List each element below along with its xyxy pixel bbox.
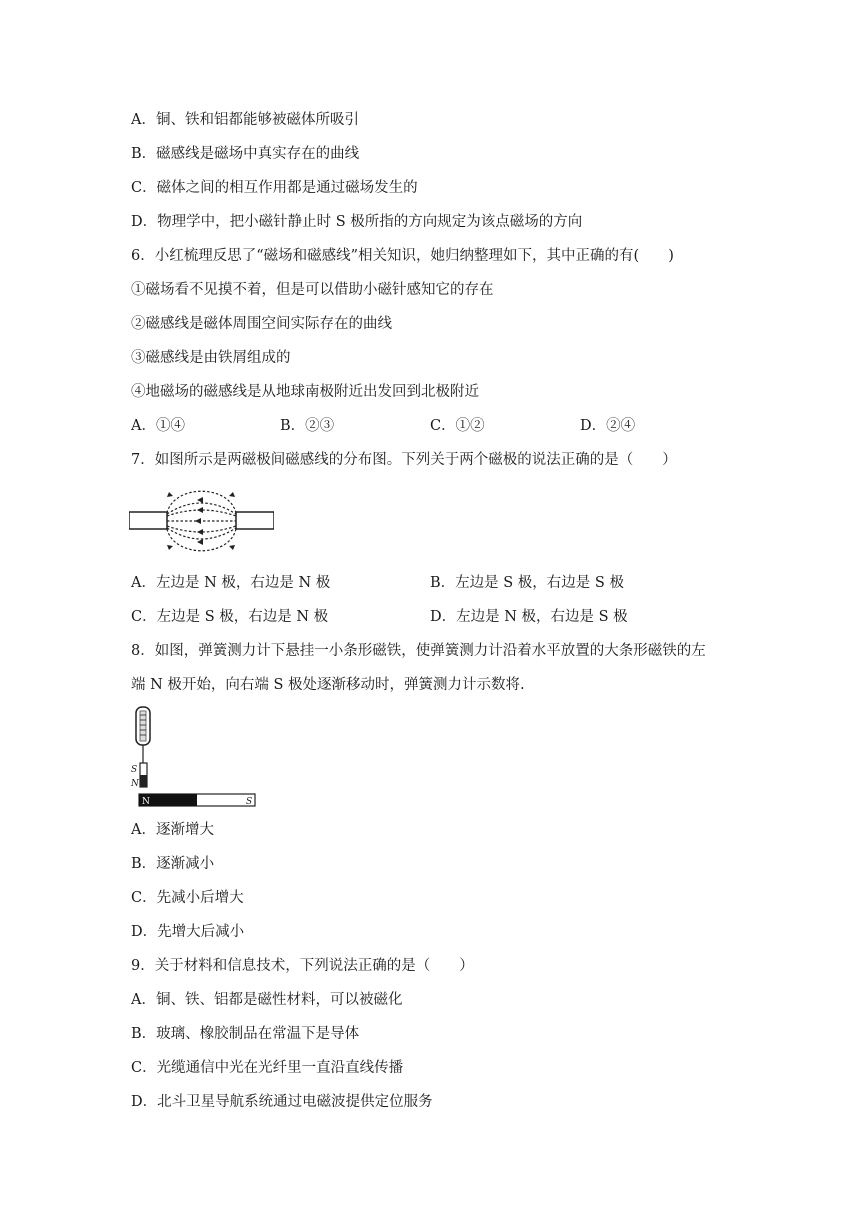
magnetic-field-lines-figure [129,478,274,562]
q6-option-c: C．①② [430,418,485,434]
q6-item-1: ①磁场看不见摸不着，但是可以借助小磁针感知它的存在 [131,282,494,298]
q6-item-4: ④地磁场的磁感线是从地球南极附近出发回到北极附近 [131,384,479,400]
spring-scale-magnet-figure [129,705,259,811]
q6-item-3: ③磁感线是由铁屑组成的 [131,350,291,366]
small-magnet-n-label: N [131,779,139,789]
q5-option-b: B．磁感线是磁场中真实存在的曲线 [131,146,360,162]
q6-stem: 6．小红梳理反思了“磁场和磁感线”相关知识，她归纳整理如下，其中正确的有( ) [131,248,674,264]
q7-option-c: C．左边是 S 极，右边是 N 极 [131,609,329,625]
big-magnet-s-label: S [246,797,253,807]
q5-option-d: D．物理学中，把小磁针静止时 S 极所指的方向规定为该点磁场的方向 [131,214,583,230]
q8-stem-line-2: 端 N 极开始，向右端 S 极处逐渐移动时，弹簧测力计示数将. [131,677,525,693]
q6-option-b: B．②③ [280,418,335,434]
q8-option-d: D．先增大后减小 [131,924,245,940]
q8-stem-line-1: 8．如图，弹簧测力计下悬挂一小条形磁铁，使弹簧测力计沿着水平放置的大条形磁铁的左 [131,643,706,659]
q5-option-c: C．磁体之间的相互作用都是通过磁场发生的 [131,180,418,196]
small-magnet-s-label: S [131,765,138,775]
q6-option-a: A．①④ [131,418,185,434]
q9-option-d: D．北斗卫星导航系统通过电磁波提供定位服务 [131,1094,433,1110]
q5-option-a: A．铜、铁和铝都能够被磁体所吸引 [131,112,359,128]
q9-option-b: B．玻璃、橡胶制品在常温下是导体 [131,1026,360,1042]
q7-option-a: A．左边是 N 极，右边是 N 极 [131,575,331,591]
q8-option-b: B．逐渐减小 [131,856,215,872]
big-magnet-n-label: N [142,797,150,807]
q9-option-c: C．光缆通信中光在光纤里一直沿直线传播 [131,1060,404,1076]
q9-option-a: A．铜、铁、铝都是磁性材料，可以被磁化 [131,992,403,1008]
q6-option-d: D．②④ [580,418,636,434]
q6-item-2: ②磁感线是磁体周围空间实际存在的曲线 [131,316,392,332]
q7-option-b: B．左边是 S 极，右边是 S 极 [430,575,624,591]
q8-option-a: A．逐渐增大 [131,822,214,838]
q9-stem: 9．关于材料和信息技术，下列说法正确的是（ ） [131,958,474,974]
q8-option-c: C．先减小后增大 [131,890,244,906]
q7-option-d: D．左边是 N 极，右边是 S 极 [430,609,628,625]
q7-stem: 7．如图所示是两磁极间磁感线的分布图。下列关于两个磁极的说法正确的是（ ） [131,452,677,468]
